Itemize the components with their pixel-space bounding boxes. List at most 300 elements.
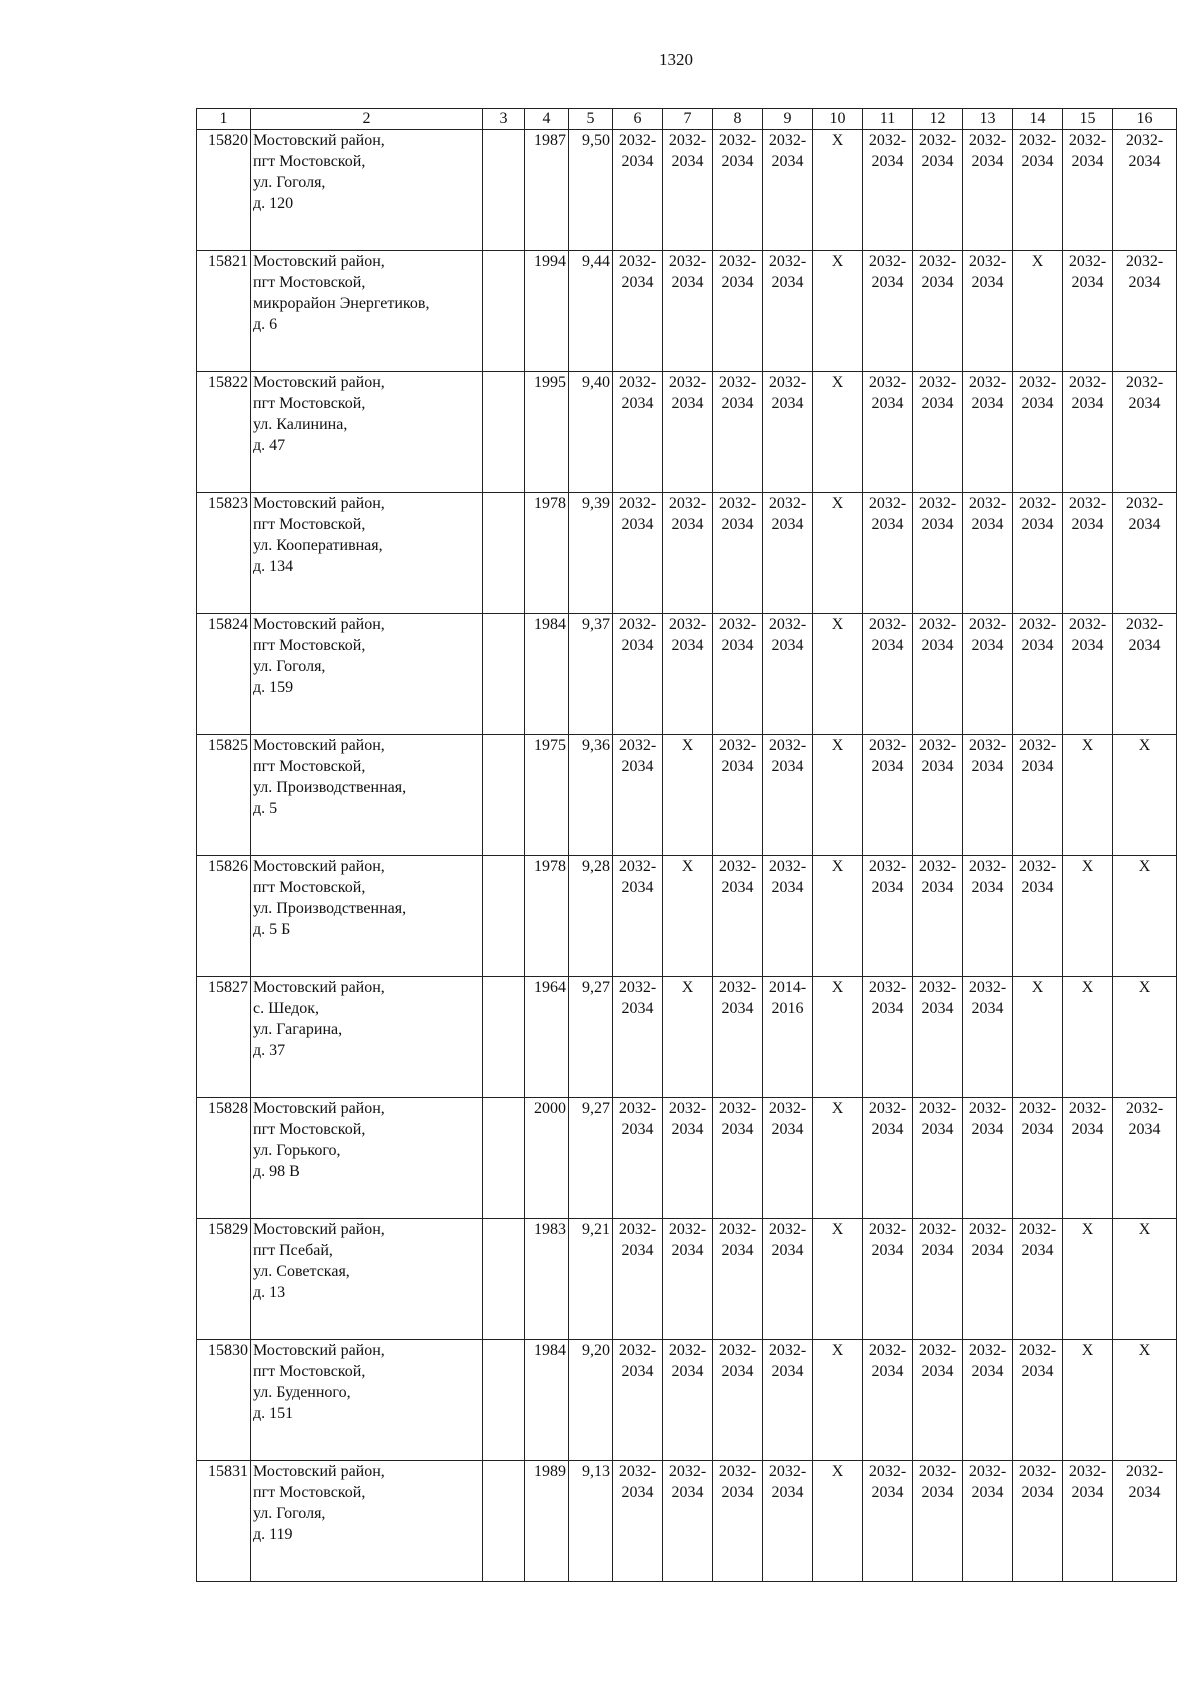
period-part: 2034 (621, 274, 654, 291)
period-part: 2034 (771, 395, 804, 412)
period-cell (613, 977, 663, 1098)
period-cell (813, 130, 863, 251)
column-header-5: 5 (569, 109, 613, 130)
column-header-14: 14 (1013, 109, 1063, 130)
empty-cell (483, 372, 525, 493)
period-part: 2032- (1018, 737, 1057, 754)
period-part: 2034 (621, 395, 654, 412)
period-cell (1013, 1340, 1063, 1461)
period-cell (613, 856, 663, 977)
address-line: пгт Мостовской, (253, 1121, 366, 1138)
period-cell (863, 493, 913, 614)
period-part: 2032- (868, 1100, 907, 1117)
period-cell (1063, 493, 1113, 614)
period-part: 2014- (768, 979, 807, 996)
address-line: Мостовский район, (253, 1463, 385, 1480)
period-part: 2032- (1068, 132, 1107, 149)
period-part: 2032- (868, 253, 907, 270)
period-cell (913, 251, 963, 372)
period-cell (1113, 614, 1177, 735)
period-part: 2034 (921, 516, 954, 533)
address-line: ул. Советская, (253, 1263, 350, 1280)
period-part: 2034 (871, 1121, 904, 1138)
period-cell (763, 1098, 813, 1219)
period-cell (1063, 130, 1113, 251)
period-part: 2034 (1021, 758, 1054, 775)
period-part: 2032- (1018, 616, 1057, 633)
period-cell (1113, 735, 1177, 856)
address-line: Мостовский район, (253, 1342, 385, 1359)
period-part: 2032- (1018, 1463, 1057, 1480)
period-cell (913, 1219, 963, 1340)
address-line: ул. Гоголя, (253, 174, 326, 191)
empty-cell (483, 251, 525, 372)
period-part: 2032- (668, 1221, 707, 1238)
column-header-1: 1 (197, 109, 251, 130)
period-part: 2032- (768, 1342, 807, 1359)
x-mark: Х (831, 374, 844, 391)
period-part: 2032- (918, 737, 957, 754)
value-cell: 9,21 (569, 1219, 613, 1340)
address-cell (251, 130, 483, 251)
period-part: 2032- (1068, 495, 1107, 512)
period-part: 2032- (868, 132, 907, 149)
period-part: 2032- (968, 495, 1007, 512)
period-cell (713, 735, 763, 856)
value-cell: 9,27 (569, 977, 613, 1098)
period-part: 2032- (1125, 253, 1164, 270)
period-cell (1063, 251, 1113, 372)
period-part: 2034 (721, 1484, 754, 1501)
period-part: 2034 (921, 637, 954, 654)
column-header-4: 4 (525, 109, 569, 130)
x-mark: Х (831, 616, 844, 633)
x-mark: Х (1081, 1221, 1094, 1238)
period-part: 2032- (618, 737, 657, 754)
period-part: 2034 (921, 395, 954, 412)
period-cell (1063, 1219, 1113, 1340)
address-line: д. 151 (253, 1405, 294, 1422)
period-cell (763, 493, 813, 614)
period-part: 2034 (621, 516, 654, 533)
x-mark: Х (831, 858, 844, 875)
period-part: 2034 (621, 1121, 654, 1138)
row-number: 15822 (197, 372, 251, 493)
period-cell (613, 251, 663, 372)
address-cell (251, 856, 483, 977)
period-cell (613, 1219, 663, 1340)
year-cell: 1978 (525, 493, 569, 614)
period-cell (713, 1461, 763, 1582)
period-cell (913, 856, 963, 977)
period-part: 2034 (921, 879, 954, 896)
period-part: 2034 (671, 1484, 704, 1501)
period-cell (863, 614, 913, 735)
period-part: 2032- (918, 979, 957, 996)
address-line: ул. Гагарина, (253, 1021, 343, 1038)
period-part: 2032- (918, 495, 957, 512)
table-row (197, 1340, 1177, 1461)
period-part: 2034 (871, 153, 904, 170)
period-part: 2034 (921, 758, 954, 775)
period-part: 2034 (971, 274, 1004, 291)
period-part: 2034 (671, 274, 704, 291)
period-part: 2034 (921, 1000, 954, 1017)
period-part: 2032- (1125, 374, 1164, 391)
period-part: 2034 (771, 1484, 804, 1501)
address-line: д. 47 (253, 437, 286, 454)
table-row (197, 856, 1177, 977)
period-part: 2032- (1068, 1100, 1107, 1117)
period-part: 2032- (668, 616, 707, 633)
address-line: д. 6 (253, 316, 278, 333)
value-cell: 9,36 (569, 735, 613, 856)
address-cell (251, 1098, 483, 1219)
period-part: 2032- (768, 374, 807, 391)
period-cell (713, 1219, 763, 1340)
period-cell (1013, 130, 1063, 251)
period-cell (963, 251, 1013, 372)
x-mark: Х (831, 1463, 844, 1480)
row-number: 15831 (197, 1461, 251, 1582)
empty-cell (483, 735, 525, 856)
period-cell (1013, 977, 1063, 1098)
address-line: ул. Горького, (253, 1142, 341, 1159)
year-cell: 1975 (525, 735, 569, 856)
period-cell (1013, 493, 1063, 614)
address-line: пгт Мостовской, (253, 395, 366, 412)
period-part: 2032- (968, 132, 1007, 149)
period-cell (1113, 977, 1177, 1098)
address-line: Мостовский район, (253, 495, 385, 512)
period-part: 2034 (971, 1484, 1004, 1501)
column-header-12: 12 (913, 109, 963, 130)
period-cell (1063, 1340, 1113, 1461)
period-part: 2034 (871, 1484, 904, 1501)
value-cell: 9,37 (569, 614, 613, 735)
period-cell (663, 372, 713, 493)
period-cell (713, 1098, 763, 1219)
period-cell (863, 1461, 913, 1582)
period-part: 2032- (768, 253, 807, 270)
x-mark: Х (1081, 1342, 1094, 1359)
period-part: 2032- (618, 374, 657, 391)
period-part: 2034 (921, 1242, 954, 1259)
period-part: 2034 (771, 879, 804, 896)
period-part: 2034 (921, 1484, 954, 1501)
period-part: 2034 (1021, 1121, 1054, 1138)
period-cell (1013, 251, 1063, 372)
period-part: 2032- (668, 1100, 707, 1117)
address-line: ул. Буденного, (253, 1384, 351, 1401)
x-mark: Х (831, 495, 844, 512)
period-cell (863, 372, 913, 493)
period-cell (1013, 1219, 1063, 1340)
year-cell: 1995 (525, 372, 569, 493)
period-part: 2032- (1125, 1100, 1164, 1117)
address-cell (251, 735, 483, 856)
period-cell (663, 251, 713, 372)
address-line: пгт Мостовской, (253, 274, 366, 291)
row-number: 15829 (197, 1219, 251, 1340)
period-cell (863, 130, 913, 251)
period-cell (663, 735, 713, 856)
period-cell (713, 372, 763, 493)
period-part: 2032- (868, 1342, 907, 1359)
period-cell (663, 1461, 713, 1582)
period-part: 2032- (668, 495, 707, 512)
period-part: 2032- (718, 132, 757, 149)
period-part: 2032- (918, 1221, 957, 1238)
period-cell (913, 493, 963, 614)
period-cell (1063, 977, 1113, 1098)
address-line: микрорайон Энергетиков, (253, 295, 430, 312)
column-header-3: 3 (483, 109, 525, 130)
period-cell (863, 251, 913, 372)
period-cell (1113, 493, 1177, 614)
address-line: Мостовский район, (253, 253, 385, 270)
period-cell (1113, 372, 1177, 493)
period-cell (963, 493, 1013, 614)
period-part: 2034 (871, 395, 904, 412)
table-row (197, 493, 1177, 614)
period-cell (863, 977, 913, 1098)
period-part: 2034 (871, 1000, 904, 1017)
address-line: пгт Мостовской, (253, 1484, 366, 1501)
period-part: 2034 (1071, 395, 1104, 412)
period-part: 2032- (868, 858, 907, 875)
x-mark: Х (1138, 1342, 1151, 1359)
period-cell (963, 372, 1013, 493)
period-part: 2034 (621, 153, 654, 170)
period-cell (613, 1461, 663, 1582)
empty-cell (483, 614, 525, 735)
period-part: 2032- (968, 1342, 1007, 1359)
period-part: 2034 (971, 516, 1004, 533)
address-line: пгт Мостовской, (253, 516, 366, 533)
address-line: пгт Мостовской, (253, 1363, 366, 1380)
year-cell: 1987 (525, 130, 569, 251)
period-cell (613, 1340, 663, 1461)
table-row (197, 977, 1177, 1098)
period-part: 2034 (1071, 153, 1104, 170)
period-part: 2034 (1128, 395, 1161, 412)
column-header-8: 8 (713, 109, 763, 130)
period-cell (913, 614, 963, 735)
period-cell (663, 977, 713, 1098)
table-row (197, 1219, 1177, 1340)
registry-table (196, 108, 1177, 1582)
period-part: 2032- (618, 495, 657, 512)
period-part: 2034 (971, 1121, 1004, 1138)
x-mark: Х (1031, 979, 1044, 996)
period-part: 2032- (768, 858, 807, 875)
period-cell (763, 1340, 813, 1461)
address-line: д. 5 (253, 800, 278, 817)
address-line: пгт Мостовской, (253, 637, 366, 654)
period-part: 2034 (721, 1363, 754, 1380)
period-cell (1113, 856, 1177, 977)
period-part: 2032- (868, 616, 907, 633)
period-cell (663, 130, 713, 251)
period-cell (613, 1098, 663, 1219)
period-part: 2032- (918, 1463, 957, 1480)
period-part: 2032- (868, 979, 907, 996)
x-mark: Х (1081, 979, 1094, 996)
address-line: ул. Производственная, (253, 779, 407, 796)
period-part: 2032- (768, 1100, 807, 1117)
period-part: 2034 (1071, 1484, 1104, 1501)
x-mark: Х (831, 253, 844, 270)
period-cell (613, 735, 663, 856)
x-mark: Х (831, 1100, 844, 1117)
period-part: 2034 (771, 637, 804, 654)
period-part: 2032- (618, 979, 657, 996)
period-part: 2034 (971, 1000, 1004, 1017)
row-number: 15827 (197, 977, 251, 1098)
year-cell: 1983 (525, 1219, 569, 1340)
period-cell (813, 1219, 863, 1340)
period-part: 2032- (718, 858, 757, 875)
column-header-15: 15 (1063, 109, 1113, 130)
period-part: 2034 (771, 1242, 804, 1259)
period-part: 2034 (721, 1242, 754, 1259)
period-cell (813, 614, 863, 735)
x-mark: Х (1031, 253, 1044, 270)
period-part: 2032- (1125, 1463, 1164, 1480)
period-cell (713, 614, 763, 735)
row-number: 15830 (197, 1340, 251, 1461)
period-part: 2032- (918, 374, 957, 391)
period-part: 2034 (1021, 879, 1054, 896)
period-cell (713, 856, 763, 977)
period-part: 2032- (918, 132, 957, 149)
period-cell (1013, 1461, 1063, 1582)
period-part: 2034 (871, 758, 904, 775)
period-cell (1063, 1461, 1113, 1582)
address-line: Мостовский район, (253, 1221, 385, 1238)
address-line: пгт Псебай, (253, 1242, 333, 1259)
period-cell (1113, 130, 1177, 251)
period-cell (913, 977, 963, 1098)
period-cell (963, 130, 1013, 251)
period-cell (713, 977, 763, 1098)
period-part: 2034 (721, 758, 754, 775)
period-cell (613, 130, 663, 251)
period-part: 2034 (721, 395, 754, 412)
period-part: 2032- (718, 495, 757, 512)
period-part: 2034 (721, 1000, 754, 1017)
address-line: ул. Калинина, (253, 416, 348, 433)
period-part: 2034 (1128, 637, 1161, 654)
period-part: 2034 (871, 879, 904, 896)
address-line: ул. Кооперативная, (253, 537, 383, 554)
period-part: 2032- (718, 737, 757, 754)
period-part: 2034 (671, 395, 704, 412)
x-mark: Х (831, 1342, 844, 1359)
period-part: 2034 (771, 1121, 804, 1138)
empty-cell (483, 1098, 525, 1219)
period-part: 2034 (771, 274, 804, 291)
address-line: д. 134 (253, 558, 294, 575)
row-number: 15828 (197, 1098, 251, 1219)
x-mark: Х (831, 132, 844, 149)
period-part: 2032- (918, 1342, 957, 1359)
period-cell (613, 372, 663, 493)
period-part: 2034 (671, 637, 704, 654)
period-cell (613, 493, 663, 614)
period-part: 2032- (968, 979, 1007, 996)
period-part: 2032- (968, 737, 1007, 754)
period-part: 2034 (621, 637, 654, 654)
period-part: 2034 (1021, 1484, 1054, 1501)
period-part: 2032- (868, 737, 907, 754)
period-part: 2034 (871, 1363, 904, 1380)
period-cell (1013, 1098, 1063, 1219)
period-part: 2034 (1021, 153, 1054, 170)
year-cell: 1978 (525, 856, 569, 977)
period-cell (963, 856, 1013, 977)
period-cell (763, 977, 813, 1098)
period-cell (1113, 1098, 1177, 1219)
column-header-9: 9 (763, 109, 813, 130)
period-part: 2034 (921, 274, 954, 291)
empty-cell (483, 856, 525, 977)
period-part: 2034 (721, 879, 754, 896)
period-part: 2034 (621, 1484, 654, 1501)
period-part: 2032- (668, 1342, 707, 1359)
period-part: 2032- (1068, 1463, 1107, 1480)
period-part: 2034 (871, 516, 904, 533)
period-part: 2034 (971, 1363, 1004, 1380)
period-cell (963, 1461, 1013, 1582)
period-cell (963, 1098, 1013, 1219)
period-part: 2034 (921, 153, 954, 170)
column-header-10: 10 (813, 109, 863, 130)
table-row (197, 372, 1177, 493)
address-cell (251, 251, 483, 372)
period-part: 2034 (771, 758, 804, 775)
period-part: 2032- (868, 495, 907, 512)
period-part: 2034 (971, 637, 1004, 654)
period-part: 2032- (718, 1221, 757, 1238)
value-cell: 9,50 (569, 130, 613, 251)
address-cell (251, 1461, 483, 1582)
year-cell: 1964 (525, 977, 569, 1098)
period-part: 2034 (921, 1363, 954, 1380)
period-part: 2032- (918, 1100, 957, 1117)
table-body (197, 130, 1177, 1582)
period-cell (963, 735, 1013, 856)
table-row (197, 614, 1177, 735)
period-cell (1063, 614, 1113, 735)
period-cell (913, 1461, 963, 1582)
period-cell (813, 372, 863, 493)
period-cell (663, 1098, 713, 1219)
period-cell (713, 130, 763, 251)
period-part: 2032- (968, 1100, 1007, 1117)
period-part: 2034 (1021, 395, 1054, 412)
x-mark: Х (831, 737, 844, 754)
period-part: 2032- (618, 1221, 657, 1238)
period-part: 2034 (1071, 516, 1104, 533)
value-cell: 9,28 (569, 856, 613, 977)
period-part: 2032- (618, 616, 657, 633)
period-part: 2032- (668, 1463, 707, 1480)
period-part: 2032- (718, 253, 757, 270)
period-cell (913, 735, 963, 856)
x-mark: Х (1081, 858, 1094, 875)
